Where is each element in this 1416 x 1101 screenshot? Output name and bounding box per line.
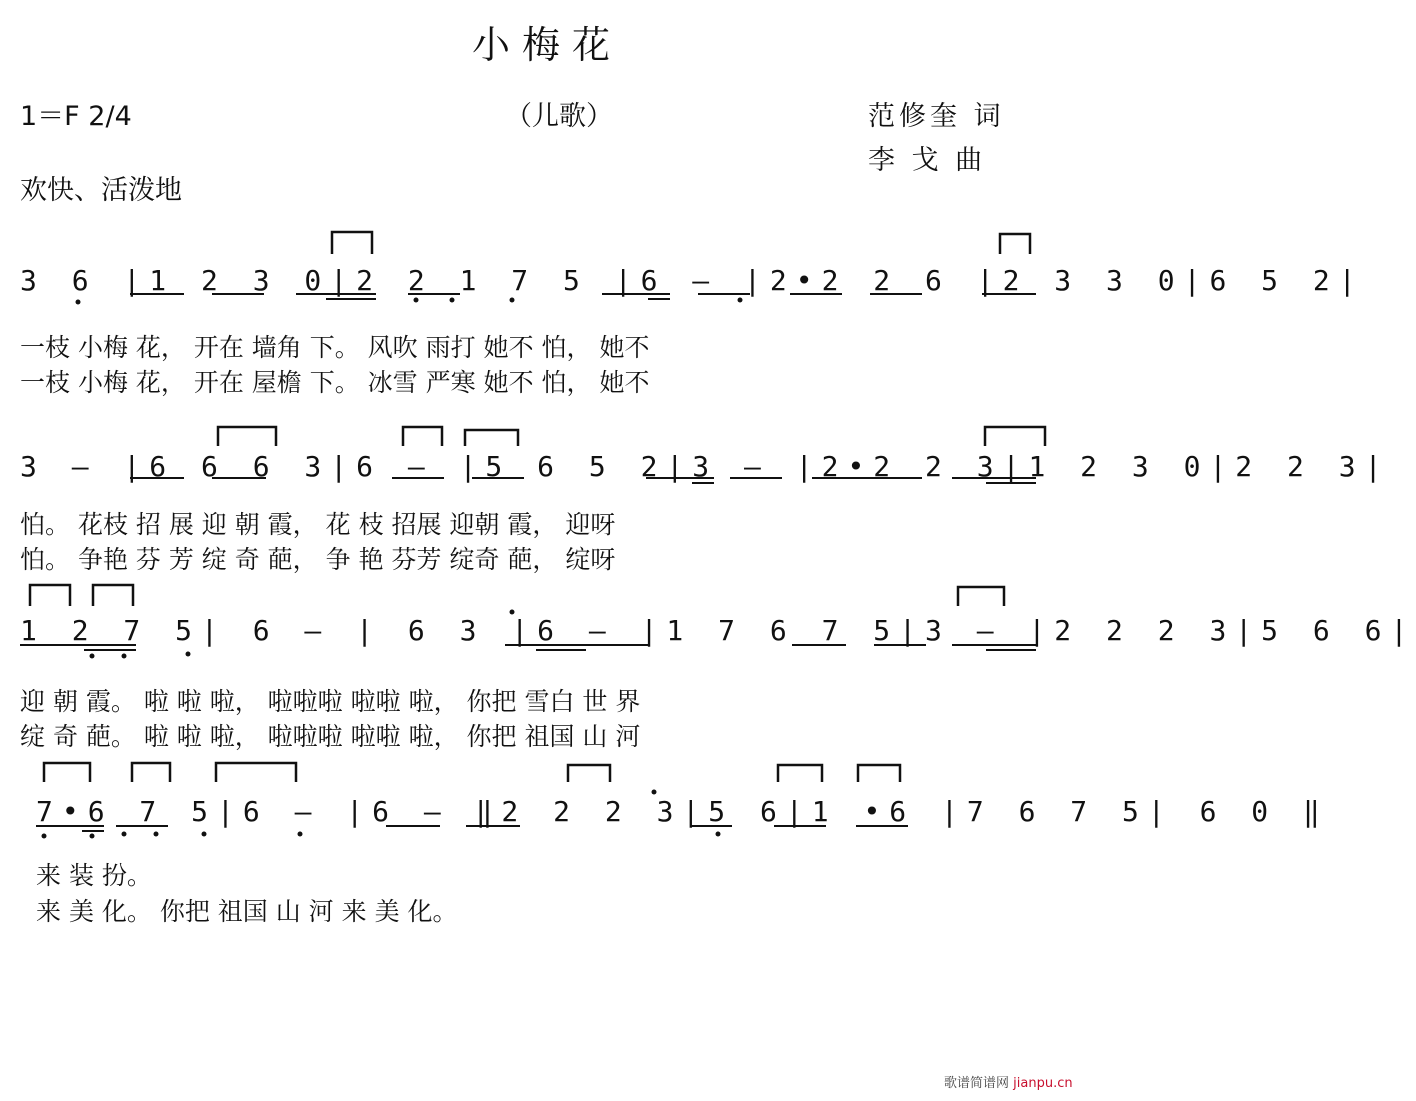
score-row-1-lyrics-verse-1: 一枝 小梅 花， 开在 墙角 下。 风吹 雨打 她不 怕， 她不: [20, 333, 650, 362]
score-row-4-notes: 7•6 7 5|6 – |6 – ‖2 2 2 3|5 6|1 •6 |7 6 7 5| 6 0 ‖: [36, 795, 1329, 828]
octave-dot: [738, 298, 743, 303]
octave-dot: [122, 832, 127, 837]
octave-dot: [186, 652, 191, 657]
score-row-2-lyrics-verse-1: 怕。 花枝 招 展 迎 朝 霞， 花 枝 招展 迎朝 霞， 迎呀: [20, 510, 616, 539]
octave-dot: [510, 610, 515, 615]
octave-dot: [42, 834, 47, 839]
octave-dot: [652, 790, 657, 795]
octave-dot: [298, 832, 303, 837]
slur-mark: [132, 763, 170, 782]
watermark-site-url: jianpu.cn: [1013, 1076, 1073, 1091]
score-row-4-lyrics-verse-2: 来 美 化。 你把 祖国 山 河 来 美 化。: [36, 897, 458, 926]
tempo-marking: 欢快、活泼地: [20, 175, 182, 206]
score-row-1-notes: 3 6 |1 2 3 0|2 2 1 7 5 |6 – |2•2 2 6 |2 3 3 0|6 5 2|: [20, 264, 1365, 297]
octave-dot: [450, 298, 455, 303]
song-subtitle: （儿歌）: [505, 101, 613, 132]
slur-mark: [568, 765, 610, 782]
octave-dot: [414, 298, 419, 303]
score-row-3-lyrics-verse-2: 绽 奇 葩。 啦 啦 啦， 啦啦啦 啦啦 啦， 你把 祖国 山 河: [20, 722, 641, 751]
slur-mark: [958, 587, 1004, 606]
lyricist-credit: 范修奎 词: [868, 101, 1005, 132]
composer-credit: 李 戈 曲: [868, 145, 987, 176]
octave-dot: [716, 832, 721, 837]
slur-mark: [465, 430, 518, 446]
score-row-3-notes: 1 2 7 5| 6 – | 6 3 |6 – |1 7 6 7 5|3 – |2 2 2 3|5 6 6|: [20, 614, 1416, 647]
score-row-1-lyrics-verse-2: 一枝 小梅 花， 开在 屋檐 下。 冰雪 严寒 她不 怕， 她不: [20, 368, 650, 397]
score-row-2-lyrics-verse-2: 怕。 争艳 芬 芳 绽 奇 葩， 争 艳 芬芳 绽奇 葩， 绽呀: [20, 545, 616, 574]
octave-dot: [90, 654, 95, 659]
slur-mark: [985, 427, 1045, 446]
slur-mark: [332, 232, 372, 254]
watermark-site-cn: 歌谱简谱网: [944, 1076, 1010, 1091]
slur-mark: [778, 765, 822, 782]
slur-mark: [216, 763, 296, 782]
slur-mark: [93, 585, 133, 606]
octave-dot: [90, 834, 95, 839]
score-row-3-lyrics-verse-1: 迎 朝 霞。 啦 啦 啦， 啦啦啦 啦啦 啦， 你把 雪白 世 界: [20, 687, 641, 716]
slur-mark: [30, 585, 70, 606]
key-signature: 1＝F 2/4: [20, 101, 132, 132]
octave-dot: [122, 654, 127, 659]
octave-dot: [154, 832, 159, 837]
song-title: 小梅花: [471, 23, 622, 67]
octave-dot: [202, 832, 207, 837]
score-row-2-notes: 3 – |6 6 6 3|6 – |5 6 5 2|3 – |2•2 2 3|1 2 3 0|2 2 3|: [20, 450, 1391, 483]
octave-dot: [76, 300, 81, 305]
slur-mark: [218, 427, 276, 446]
slur-mark: [858, 765, 900, 782]
watermark: [944, 1072, 1073, 1091]
slur-mark: [44, 763, 90, 782]
slur-mark: [403, 427, 442, 446]
slur-mark: [1000, 234, 1030, 254]
octave-dot: [510, 298, 515, 303]
score-row-4-lyrics-verse-1: 来 装 扮。: [36, 861, 152, 890]
